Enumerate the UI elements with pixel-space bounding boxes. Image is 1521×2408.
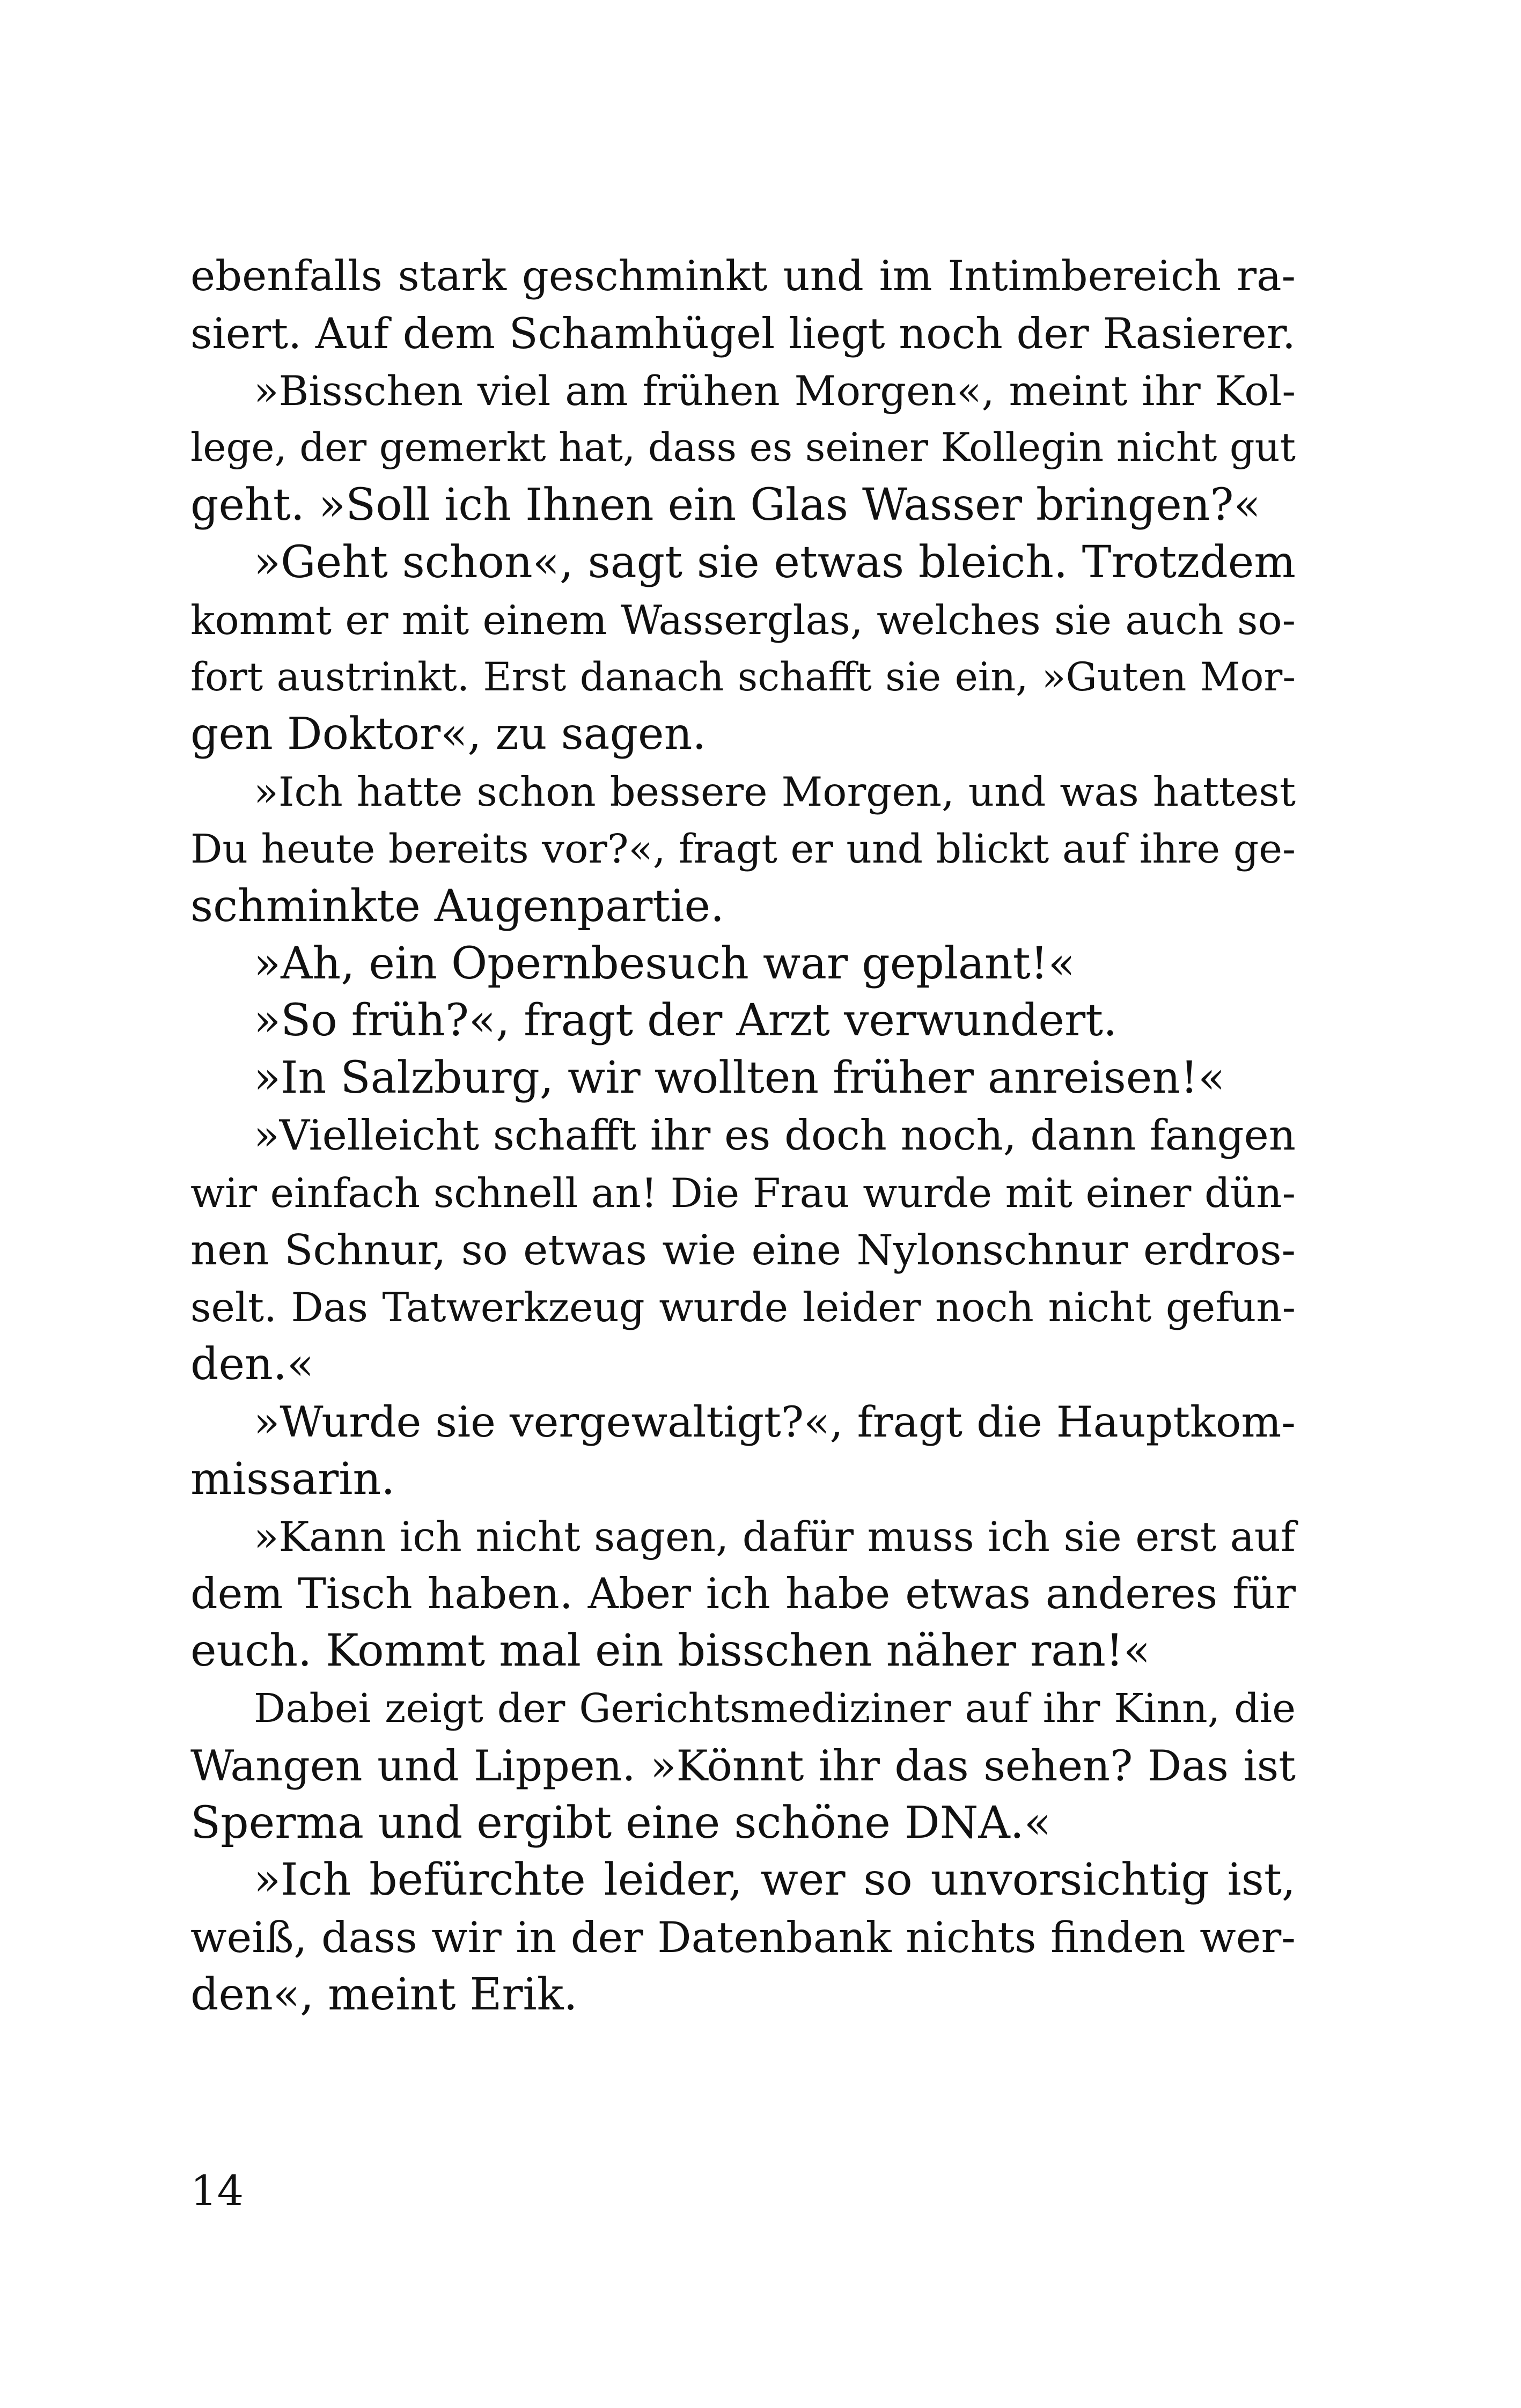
text-line: »Vielleicht schafft ihr es doch noch, dann fangen (254, 1111, 1296, 1160)
text-line: Sperma und ergibt eine schöne DNA.« (190, 1797, 1051, 1849)
text-line: gen Doktor«, zu sagen. (190, 709, 707, 760)
text-line: den.« (190, 1339, 314, 1390)
text-line: »Geht schon«, sagt sie etwas bleich. Trotzdem (254, 536, 1296, 588)
text-line: fort austrinkt. Erst danach schafft sie ein, »Guten Mor- (190, 654, 1296, 700)
text-line: »In Salzburg, wir wollten früher anreisen!« (254, 1052, 1225, 1104)
text-line: nen Schnur, so etwas wie eine Nylonschnur erdros- (190, 1226, 1296, 1275)
text-line: euch. Kommt mal ein bisschen näher ran!« (190, 1625, 1151, 1677)
text-line: »Kann ich nicht sagen, dafür muss ich sie erst auf (254, 1512, 1296, 1560)
text-line: geht. »Soll ich Ihnen ein Glas Wasser bringen?« (190, 480, 1261, 531)
page-number: 14 (190, 2167, 244, 2215)
text-line: missarin. (190, 1453, 395, 1505)
text-line: siert. Auf dem Schamhügel liegt noch der Rasierer. (190, 308, 1296, 358)
text-line: »Bisschen viel am frühen Morgen«, meint ihr Kol- (254, 366, 1296, 415)
text-line: »Ah, ein Opernbesuch war geplant!« (254, 938, 1075, 989)
text-line: Du heute bereits vor?«, fragt er und blickt auf ihre ge- (190, 826, 1296, 872)
text-line: dem Tisch haben. Aber ich habe etwas anderes für (190, 1569, 1296, 1619)
text-line: ebenfalls stark geschminkt und im Intimbereich ra- (190, 252, 1296, 300)
text-line: Dabei zeigt der Gerichtsmediziner auf ihr Kinn, die (254, 1685, 1296, 1732)
text-line: schminkte Augenpartie. (190, 880, 725, 932)
text-line: »Wurde sie vergewaltigt?«, fragt die Hauptkom- (254, 1397, 1296, 1447)
text-line: weiß, dass wir in der Datenbank nichts finden wer- (190, 1913, 1296, 1963)
text-line: »Ich hatte schon bessere Morgen, und was hattest (254, 768, 1296, 816)
text-line: lege, der gemerkt hat, dass es seiner Kollegin nicht gut (190, 425, 1296, 471)
text-line: Wangen und Lippen. »Könnt ihr das sehen? Das ist (190, 1741, 1296, 1791)
text-line: »So früh?«, fragt der Arzt verwundert. (254, 995, 1118, 1047)
text-line: wir einfach schnell an! Die Frau wurde mit einer dün- (190, 1169, 1296, 1217)
text-line: kommt er mit einem Wasserglas, welches sie auch so- (190, 596, 1296, 644)
text-line: »Ich befürchte leider, wer so unvorsichtig ist, (254, 1854, 1296, 1906)
text-line: den«, meint Erik. (190, 1969, 578, 2020)
body-text (190, 248, 1296, 2024)
text-line: selt. Das Tatwerkzeug wurde leider noch nicht gefun- (190, 1284, 1296, 1331)
